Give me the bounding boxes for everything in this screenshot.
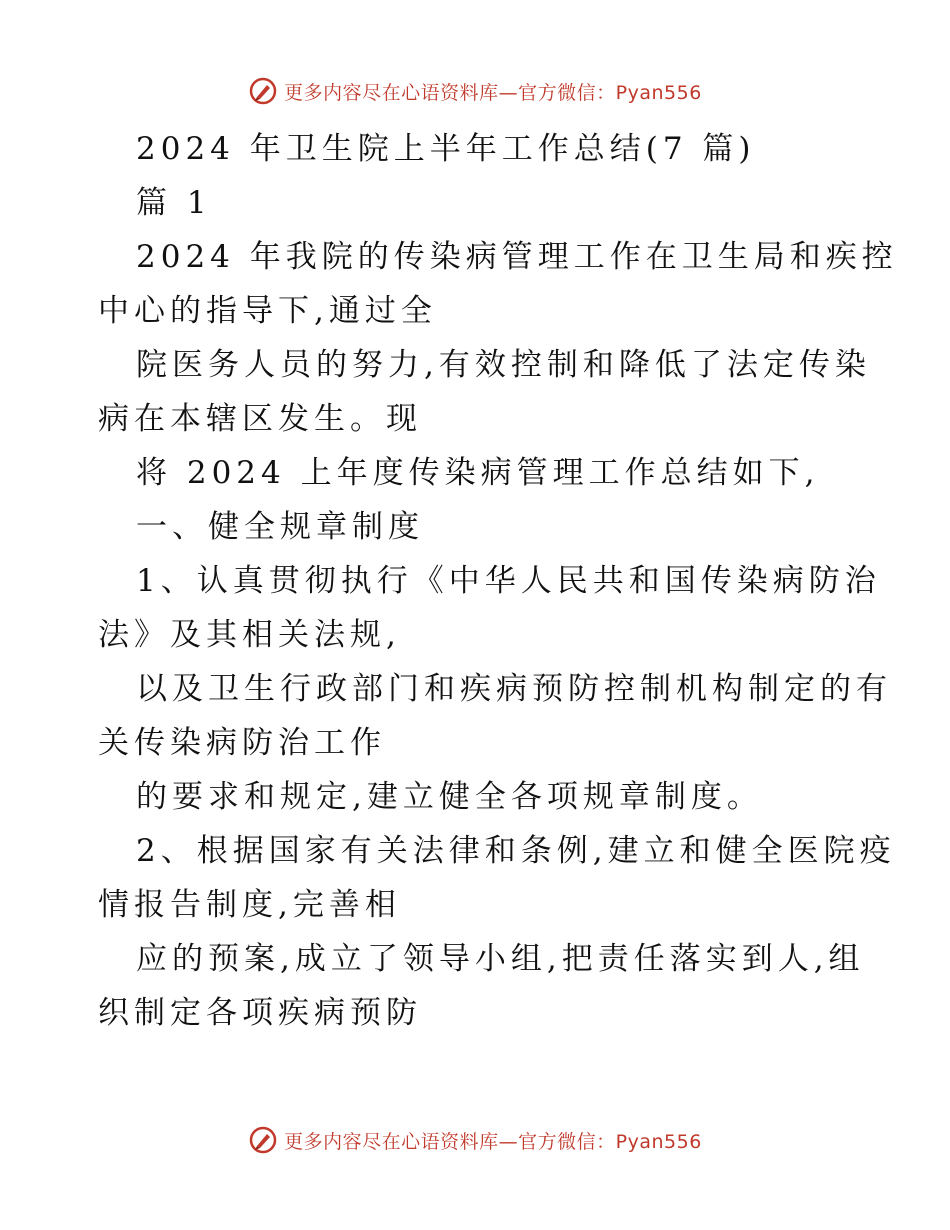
text-line: 院医务人员的努力,有效控制和降低了法定传染 bbox=[136, 347, 871, 383]
text-line: 2024 年我院的传染病管理工作在卫生局和疾控 bbox=[136, 239, 898, 275]
document-body bbox=[98, 122, 898, 1040]
pen-logo-icon bbox=[248, 1125, 278, 1155]
text-line: 2、根据国家有关法律和条例,建立和健全医院疫 bbox=[136, 833, 896, 869]
text-line: 应的预案,成立了领导小组,把责任落实到人,组 bbox=[136, 941, 865, 977]
text-line: 一、健全规章制度 bbox=[136, 509, 424, 545]
text-line: 将 2024 上年度传染病管理工作总结如下, bbox=[136, 455, 820, 491]
pen-logo-icon bbox=[248, 76, 278, 106]
text-line: 的要求和规定,建立健全各项规章制度。 bbox=[136, 779, 763, 815]
text-line: 以及卫生行政部门和疾病预防控制机构制定的有 bbox=[136, 671, 892, 707]
text-line: 病在本辖区发生。现 bbox=[98, 401, 422, 437]
text-line: 关传染病防治工作 bbox=[98, 725, 386, 761]
text-line: 篇 1 bbox=[136, 185, 212, 221]
banner-text: 更多内容尽在心语资料库—官方微信：Pyan556 bbox=[284, 1130, 702, 1153]
header-banner bbox=[0, 71, 950, 111]
footer-banner bbox=[0, 1120, 950, 1160]
text-line: 1、认真贯彻执行《中华人民共和国传染病防治 bbox=[136, 563, 881, 599]
text-line: 情报告制度,完善相 bbox=[98, 887, 401, 923]
text-line: 2024 年卫生院上半年工作总结(7 篇) bbox=[136, 131, 756, 167]
banner-text: 更多内容尽在心语资料库—官方微信：Pyan556 bbox=[284, 81, 702, 104]
text-line: 中心的指导下,通过全 bbox=[98, 293, 437, 329]
text-line: 法》及其相关法规, bbox=[98, 617, 401, 653]
text-line: 织制定各项疾病预防 bbox=[98, 995, 422, 1031]
